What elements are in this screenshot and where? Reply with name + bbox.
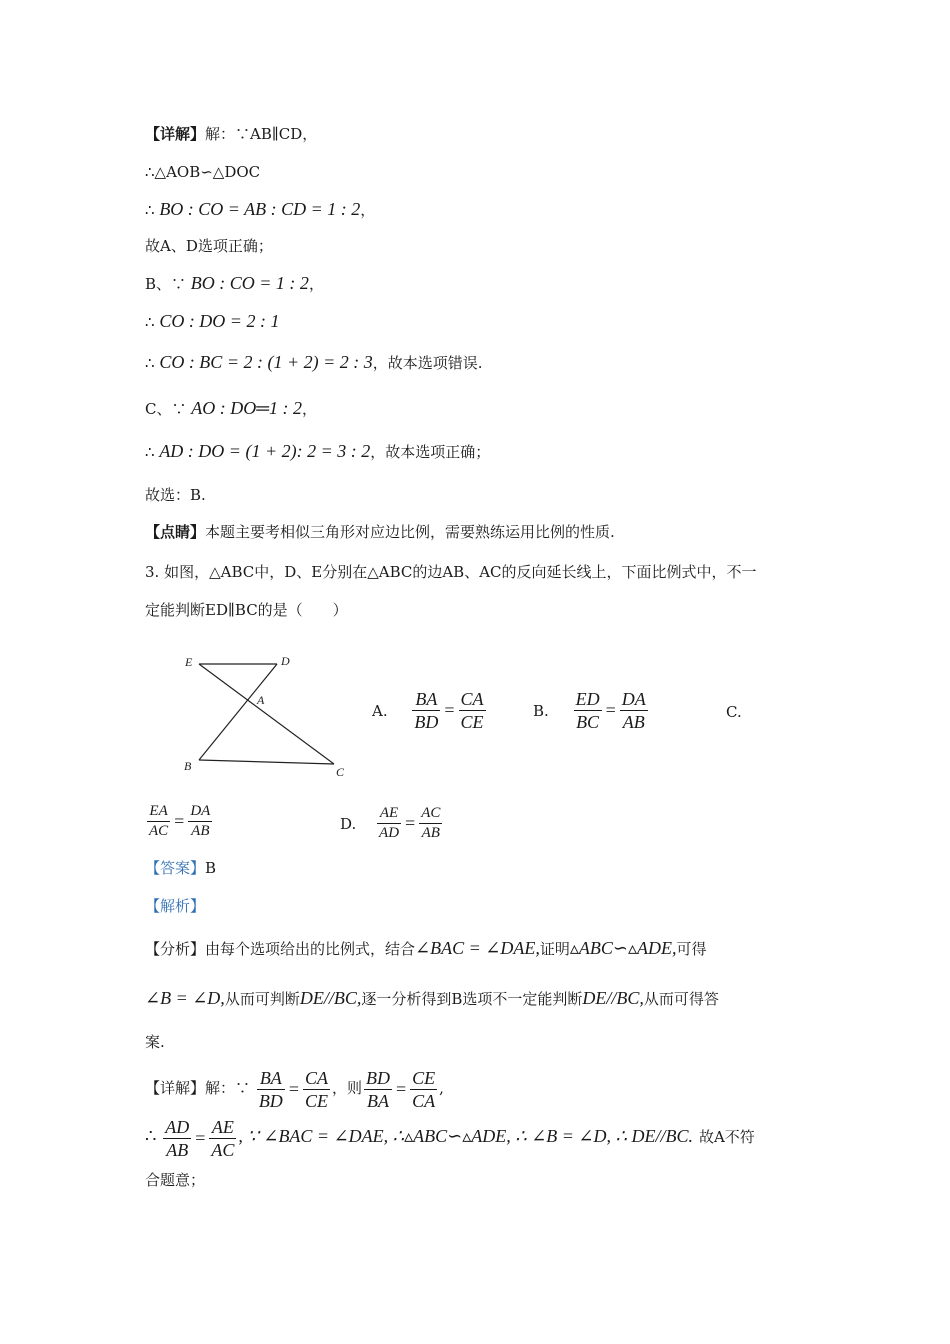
detail-line-3: ∴ BO : CO = AB : CD = 1 : 2， xyxy=(145,199,376,219)
option-d: D. $\frac{AE}{AD}$ = $\frac{AC}{AB}$ xyxy=(340,805,441,841)
detail-line-6: ∴ CO : DO = 2 : 1 xyxy=(145,311,280,331)
label-c: C xyxy=(336,765,345,779)
detail-line-1 xyxy=(145,124,317,144)
comment-line xyxy=(145,522,615,542)
solution-line-2: ∴ $\frac{AD}{AB}$ = $\frac{AE}{AC}$ , ∵ ∠BAC = ∠DAE, ∴▵ABC∽▵ADE, ∴ ∠B = ∠D, ∴ DE//BC. 故A不符 xyxy=(145,1116,755,1160)
label-e: E xyxy=(185,655,193,669)
ratio-expression: BO : CO = AB : CD = 1 : 2 xyxy=(159,199,361,219)
analysis-heading: 【解析】 xyxy=(145,897,206,915)
analysis-line-3: 案. xyxy=(145,1033,165,1051)
option-c-expression: $\frac{EA}{AC}$ = $\frac{DA}{AB}$ xyxy=(149,803,211,839)
ratio-expression: BO : CO = 1 : 2 xyxy=(190,273,309,293)
ratio-expression: AO : DO═1 : 2 xyxy=(191,398,302,418)
option-b: B. $\frac{ED}{BC}$ = $\frac{DA}{AB}$ xyxy=(533,689,646,732)
option-b-frac-right: $\frac{DA}{AB}$ xyxy=(621,689,646,732)
option-c-frac-left: $\frac{EA}{AC}$ xyxy=(149,803,169,839)
answer-value: B xyxy=(205,859,217,877)
option-b-label: B. xyxy=(533,701,549,720)
segment-ec xyxy=(199,664,334,764)
detail-tag: 【详解】 xyxy=(145,125,206,143)
detail-text: 解：∵AB∥CD， xyxy=(205,125,318,143)
label-b: B xyxy=(184,759,192,773)
detail-line-9: ∴ AD : DO = (1 + 2): 2 = 3 : 2，故本选项正确； xyxy=(145,441,491,461)
option-d-label: D. xyxy=(340,814,357,833)
option-c-label: C. xyxy=(726,703,742,721)
answer-line xyxy=(145,858,216,878)
option-a: A. $\frac{BA}{BD}$ = $\frac{CA}{CE}$ xyxy=(372,689,484,732)
label-d: D xyxy=(281,654,290,668)
detail-line-4: 故A、D选项正确； xyxy=(145,237,273,255)
comment-text: 本题主要考相似三角形对应边比例，需要熟练运用比例的性质. xyxy=(205,523,615,541)
ratio-expression: AD : DO = (1 + 2): 2 = 3 : 2 xyxy=(159,441,371,461)
option-c-frac-right: $\frac{DA}{AB}$ xyxy=(190,803,211,839)
option-d-frac-left: $\frac{AE}{AD}$ xyxy=(379,805,400,841)
solution-line-1: 【详解】解：∵ $\frac{BA}{BD}$ = $\frac{CA}{CE}$ ，则 $\frac{BD}{BA}$ = $\frac{CE}{CA}$ , xyxy=(145,1067,444,1111)
option-a-frac-right: $\frac{CA}{CE}$ xyxy=(460,689,484,732)
question-3-line-2: 定能判断ED∥BC的是（ ） xyxy=(145,601,348,619)
triangle-figure xyxy=(175,648,355,783)
option-a-label: A. xyxy=(372,701,388,720)
ratio-expression: CO : BC = 2 : (1 + 2) = 2 : 3 xyxy=(159,352,373,372)
segment-bc xyxy=(199,760,334,764)
segment-db xyxy=(199,664,277,760)
analysis-line-2: ∠B = ∠D,从而可判断DE//BC,逐一分析得到B选项不一定能判断DE//BC,从而可得答 xyxy=(145,988,719,1008)
analysis-line-1: 【分析】由每个选项给出的比例式，结合∠BAC = ∠DAE,证明▵ABC∽▵ADE,可得 xyxy=(145,938,707,958)
detail-line-7: ∴ CO : BC = 2 : (1 + 2) = 2 : 3，故本选项错误. xyxy=(145,352,483,372)
detail-line-2: ∴△AOB∽△DOC xyxy=(145,163,261,181)
answer-tag: 【答案】 xyxy=(145,859,206,877)
ratio-expression: CO : DO = 2 : 1 xyxy=(159,311,280,331)
detail-line-10: 故选：B. xyxy=(145,486,206,504)
option-b-frac-left: $\frac{ED}{BC}$ xyxy=(575,689,600,732)
option-d-frac-right: $\frac{AC}{AB}$ xyxy=(421,805,441,841)
solution-line-3: 合题意； xyxy=(145,1171,206,1189)
question-3-line-1: 3. 如图，△ABC中，D、E分别在△ABC的边AB、AC的反向延长线上，下面比例式中，不一 xyxy=(145,563,757,581)
label-a: A xyxy=(257,693,265,707)
comment-tag: 【点睛】 xyxy=(145,523,206,541)
detail-line-8: C、∵ AO : DO═1 : 2， xyxy=(145,398,317,418)
option-a-frac-left: $\frac{BA}{BD}$ xyxy=(414,689,439,732)
detail-line-5: B、∵ BO : CO = 1 : 2， xyxy=(145,273,324,293)
